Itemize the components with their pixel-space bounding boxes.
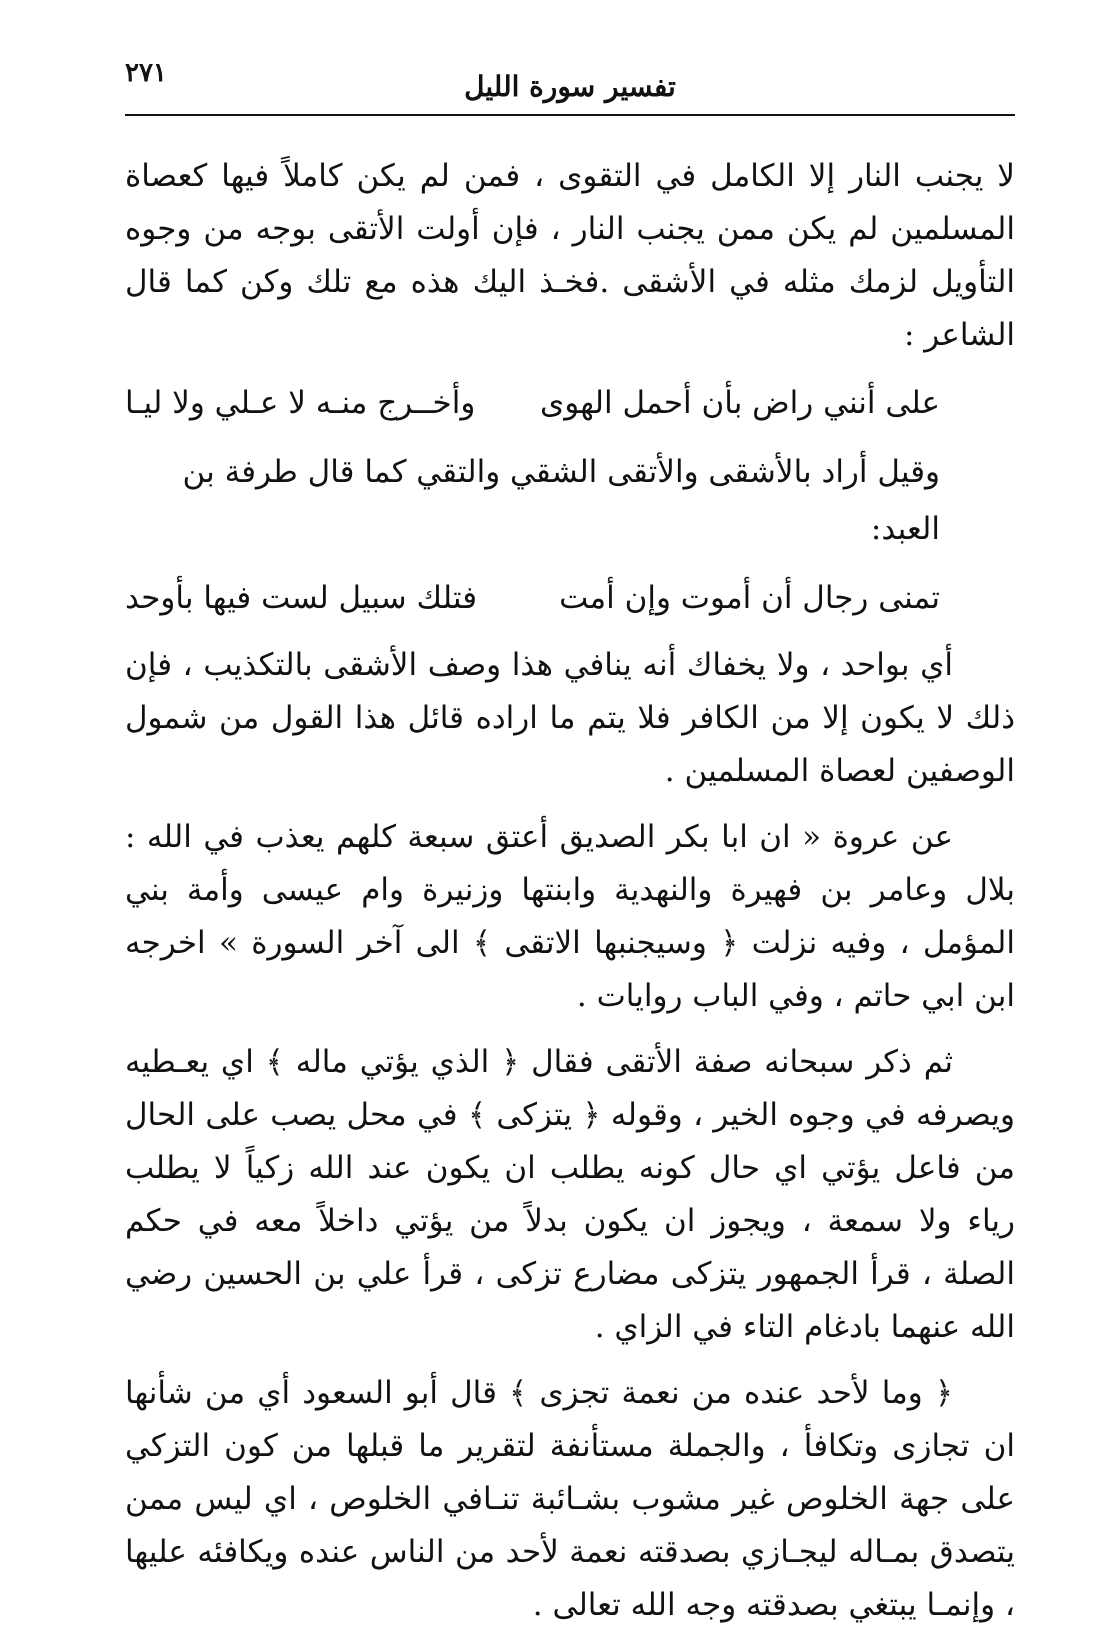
- hemistich-first: على أنني راض بأن أحمل الهوى: [539, 385, 940, 421]
- paragraph-3: عن عروة « ان ابا بكر الصديق أعتق سبعة كلهم يعذب في الله : بلال وعامر بن فهيرة والنهدية وابنتها وزنيرة وام عيسى وأمة بني المؤمل ، وفيه نزلت ﴿ وسيجنبها الاتقى ﴾ الى آخر السورة » اخرجه ابن ابي حاتم ، وفي الباب روايات .: [125, 819, 1015, 1014]
- attribution-line: وقيل أراد بالأشقى والأتقى الشقي والتقي كما قال طرفة بن العبد:: [182, 454, 940, 547]
- page-header: [125, 58, 1015, 118]
- page-number: ٢٧١: [125, 58, 167, 88]
- hemistich-second: وأخــرج منـه لا عـلي ولا ليـا: [125, 385, 476, 421]
- header-rule: [125, 114, 1015, 116]
- body-text: [125, 150, 1015, 1645]
- poetry-couplet-1: [125, 375, 1015, 432]
- running-title: تفسير سورة الليل: [464, 70, 676, 103]
- hemistich-first: تمنى رجال أن أموت وإن أمت: [559, 580, 940, 616]
- paragraph-4: ثم ذكر سبحانه صفة الأتقى فقال ﴿ الذي يؤتي ماله ﴾ اي يعـطيه ويصرفه في وجوه الخير ، وقوله ﴿ يتزكى ﴾ في محل يصب على الحال من فاعل يؤتي اي حال كونه يطلب ان يكون عند الله زكياً لا يطلب رياء ولا سمعة ، ويجوز ان يكون بدلاً من يؤتي داخلاً معه في حكم الصلة ، قرأ الجمهور يتزكى مضارع تزكى ، قرأ علي بن الحسين رضي الله عنهما بادغام التاء في الزاي .: [125, 1044, 1015, 1345]
- poetry-couplet-2: [125, 570, 1015, 627]
- paragraph-2: أي بواحد ، ولا يخفاك أنه ينافي هذا وصف الأشقى بالتكذيب ، فإن ذلك لا يكون إلا من الكافر فلا يتم ما اراده قائل هذا القول من شمول الوصفين لعصاة المسلمين .: [125, 647, 1015, 789]
- paragraph-5: ﴿ وما لأحد عنده من نعمة تجزى ﴾ قال أبو السعود أي من شأنها ان تجازى وتكافأ ، والجملة مستأنفة لتقرير ما قبلها من كون التزكي على جهة الخلوص غير مشوب بشـائبة تنـافي الخلوص ، اي ليس ممن يتصدق بمـاله ليجـازي بصدقته نعمة لأحد من الناس عنده ويكافئه عليها ، وإنمـا يبتغي بصدقته وجه الله تعالى .: [125, 1375, 1015, 1623]
- paragraph-1: لا يجنب النار إلا الكامل في التقوى ، فمن لم يكن كاملاً فيها كعصاة المسلمين لم يكن ممن يجنب النار ، فإن أولت الأتقى بوجه من وجوه التأويل لزمك مثله في الأشقى .فخـذ اليك هذه مع تلك وكن كما قال الشاعر :: [125, 158, 1015, 353]
- hemistich-second: فتلك سبيل لست فيها بأوحد: [125, 580, 478, 616]
